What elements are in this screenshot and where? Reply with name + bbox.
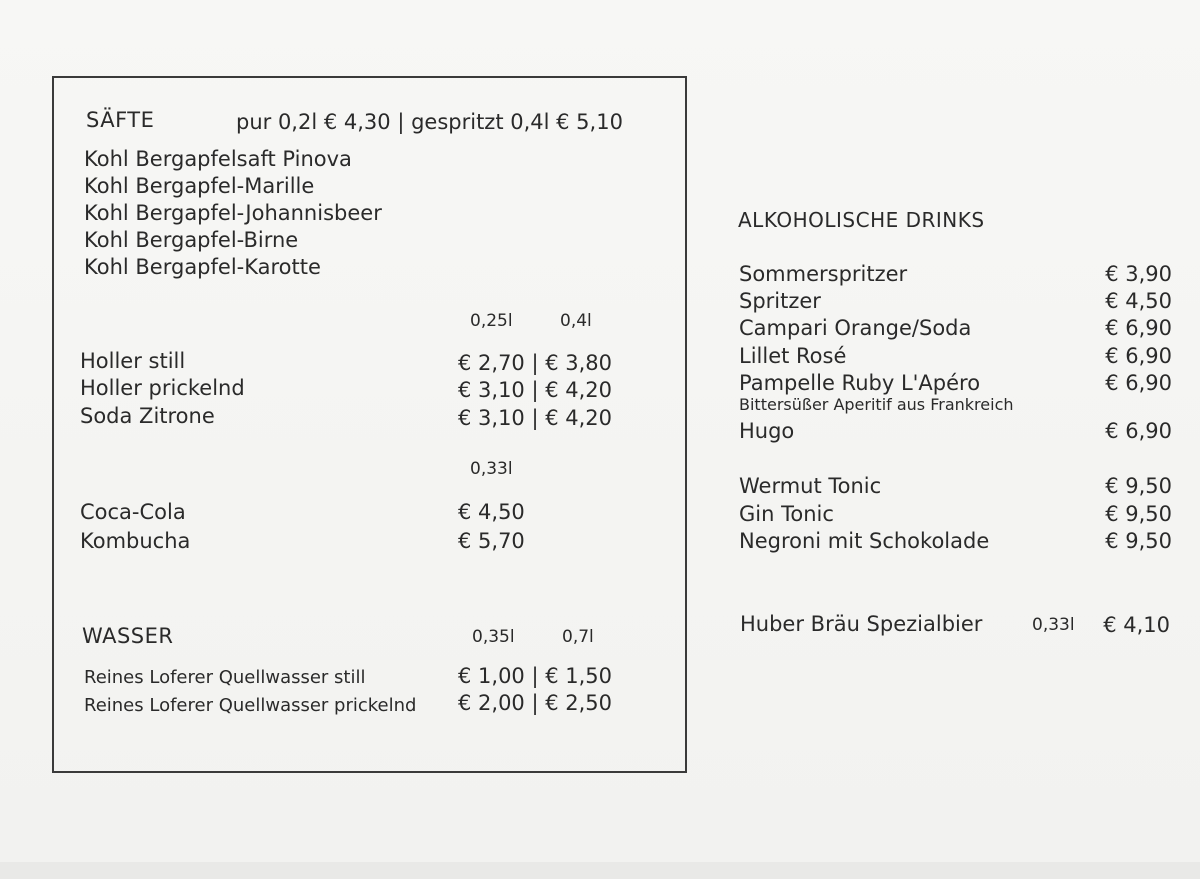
section-title-saefte: SÄFTE <box>86 108 155 132</box>
drink-price: € 6,90 <box>1105 344 1172 368</box>
size-label: 0,7l <box>562 627 594 647</box>
juice-item: Kohl Bergapfel-Marille <box>84 174 315 198</box>
drink-price: € 5,70 <box>458 529 525 553</box>
size-label: 0,25l <box>470 311 513 331</box>
drink-price: € 3,90 <box>1105 262 1172 286</box>
drink-price: € 6,90 <box>1105 419 1172 443</box>
drink-name: Coca-Cola <box>80 500 186 524</box>
page-edge <box>0 862 1200 879</box>
drink-note: Bittersüßer Aperitif aus Frankreich <box>739 395 1014 414</box>
drink-name: Holler still <box>80 349 186 373</box>
size-label: 0,4l <box>560 311 592 331</box>
drink-price: € 4,50 <box>458 500 525 524</box>
drink-name: Soda Zitrone <box>80 404 215 428</box>
section-title-alkohol: ALKOHOLISCHE DRINKS <box>738 208 985 232</box>
drink-name: Campari Orange/Soda <box>739 316 972 340</box>
drink-name: Wermut Tonic <box>739 474 882 498</box>
drink-price: € 1,00 | € 1,50 <box>458 664 613 688</box>
drink-name: Kombucha <box>80 529 191 553</box>
drink-name: Reines Loferer Quellwasser prickelnd <box>84 695 417 716</box>
drink-price: € 2,00 | € 2,50 <box>458 691 613 715</box>
drink-name: Holler prickelnd <box>80 376 245 400</box>
juice-item: Kohl Bergapfel-Birne <box>84 228 299 252</box>
drink-name: Lillet Rosé <box>739 344 847 368</box>
drink-name: Gin Tonic <box>739 502 834 526</box>
drink-price: € 9,50 <box>1105 502 1172 526</box>
section-title-wasser: WASSER <box>82 624 174 648</box>
saefte-pricing: pur 0,2l € 4,30 | gespritzt 0,4l € 5,10 <box>236 110 623 134</box>
drink-name: Reines Loferer Quellwasser still <box>84 667 366 688</box>
beer-price: € 4,10 <box>1103 613 1170 637</box>
drink-price: € 2,70 | € 3,80 <box>458 351 613 375</box>
juice-item: Kohl Bergapfel-Johannisbeer <box>84 201 382 225</box>
drink-price: € 9,50 <box>1105 529 1172 553</box>
drink-price: € 3,10 | € 4,20 <box>458 378 613 402</box>
beer-size: 0,33l <box>1032 615 1075 635</box>
juice-item: Kohl Bergapfelsaft Pinova <box>84 147 352 171</box>
beer-name: Huber Bräu Spezialbier <box>740 612 983 636</box>
size-label: 0,35l <box>472 627 515 647</box>
drink-name: Hugo <box>739 419 795 443</box>
size-label: 0,33l <box>470 459 513 479</box>
drink-name: Sommerspritzer <box>739 262 908 286</box>
drink-name: Negroni mit Schokolade <box>739 529 990 553</box>
juice-item: Kohl Bergapfel-Karotte <box>84 255 321 279</box>
drink-name: Pampelle Ruby L'Apéro <box>739 371 981 395</box>
drink-price: € 3,10 | € 4,20 <box>458 406 613 430</box>
drink-price: € 6,90 <box>1105 316 1172 340</box>
drink-price: € 9,50 <box>1105 474 1172 498</box>
drink-price: € 4,50 <box>1105 289 1172 313</box>
drink-price: € 6,90 <box>1105 371 1172 395</box>
drink-name: Spritzer <box>739 289 821 313</box>
